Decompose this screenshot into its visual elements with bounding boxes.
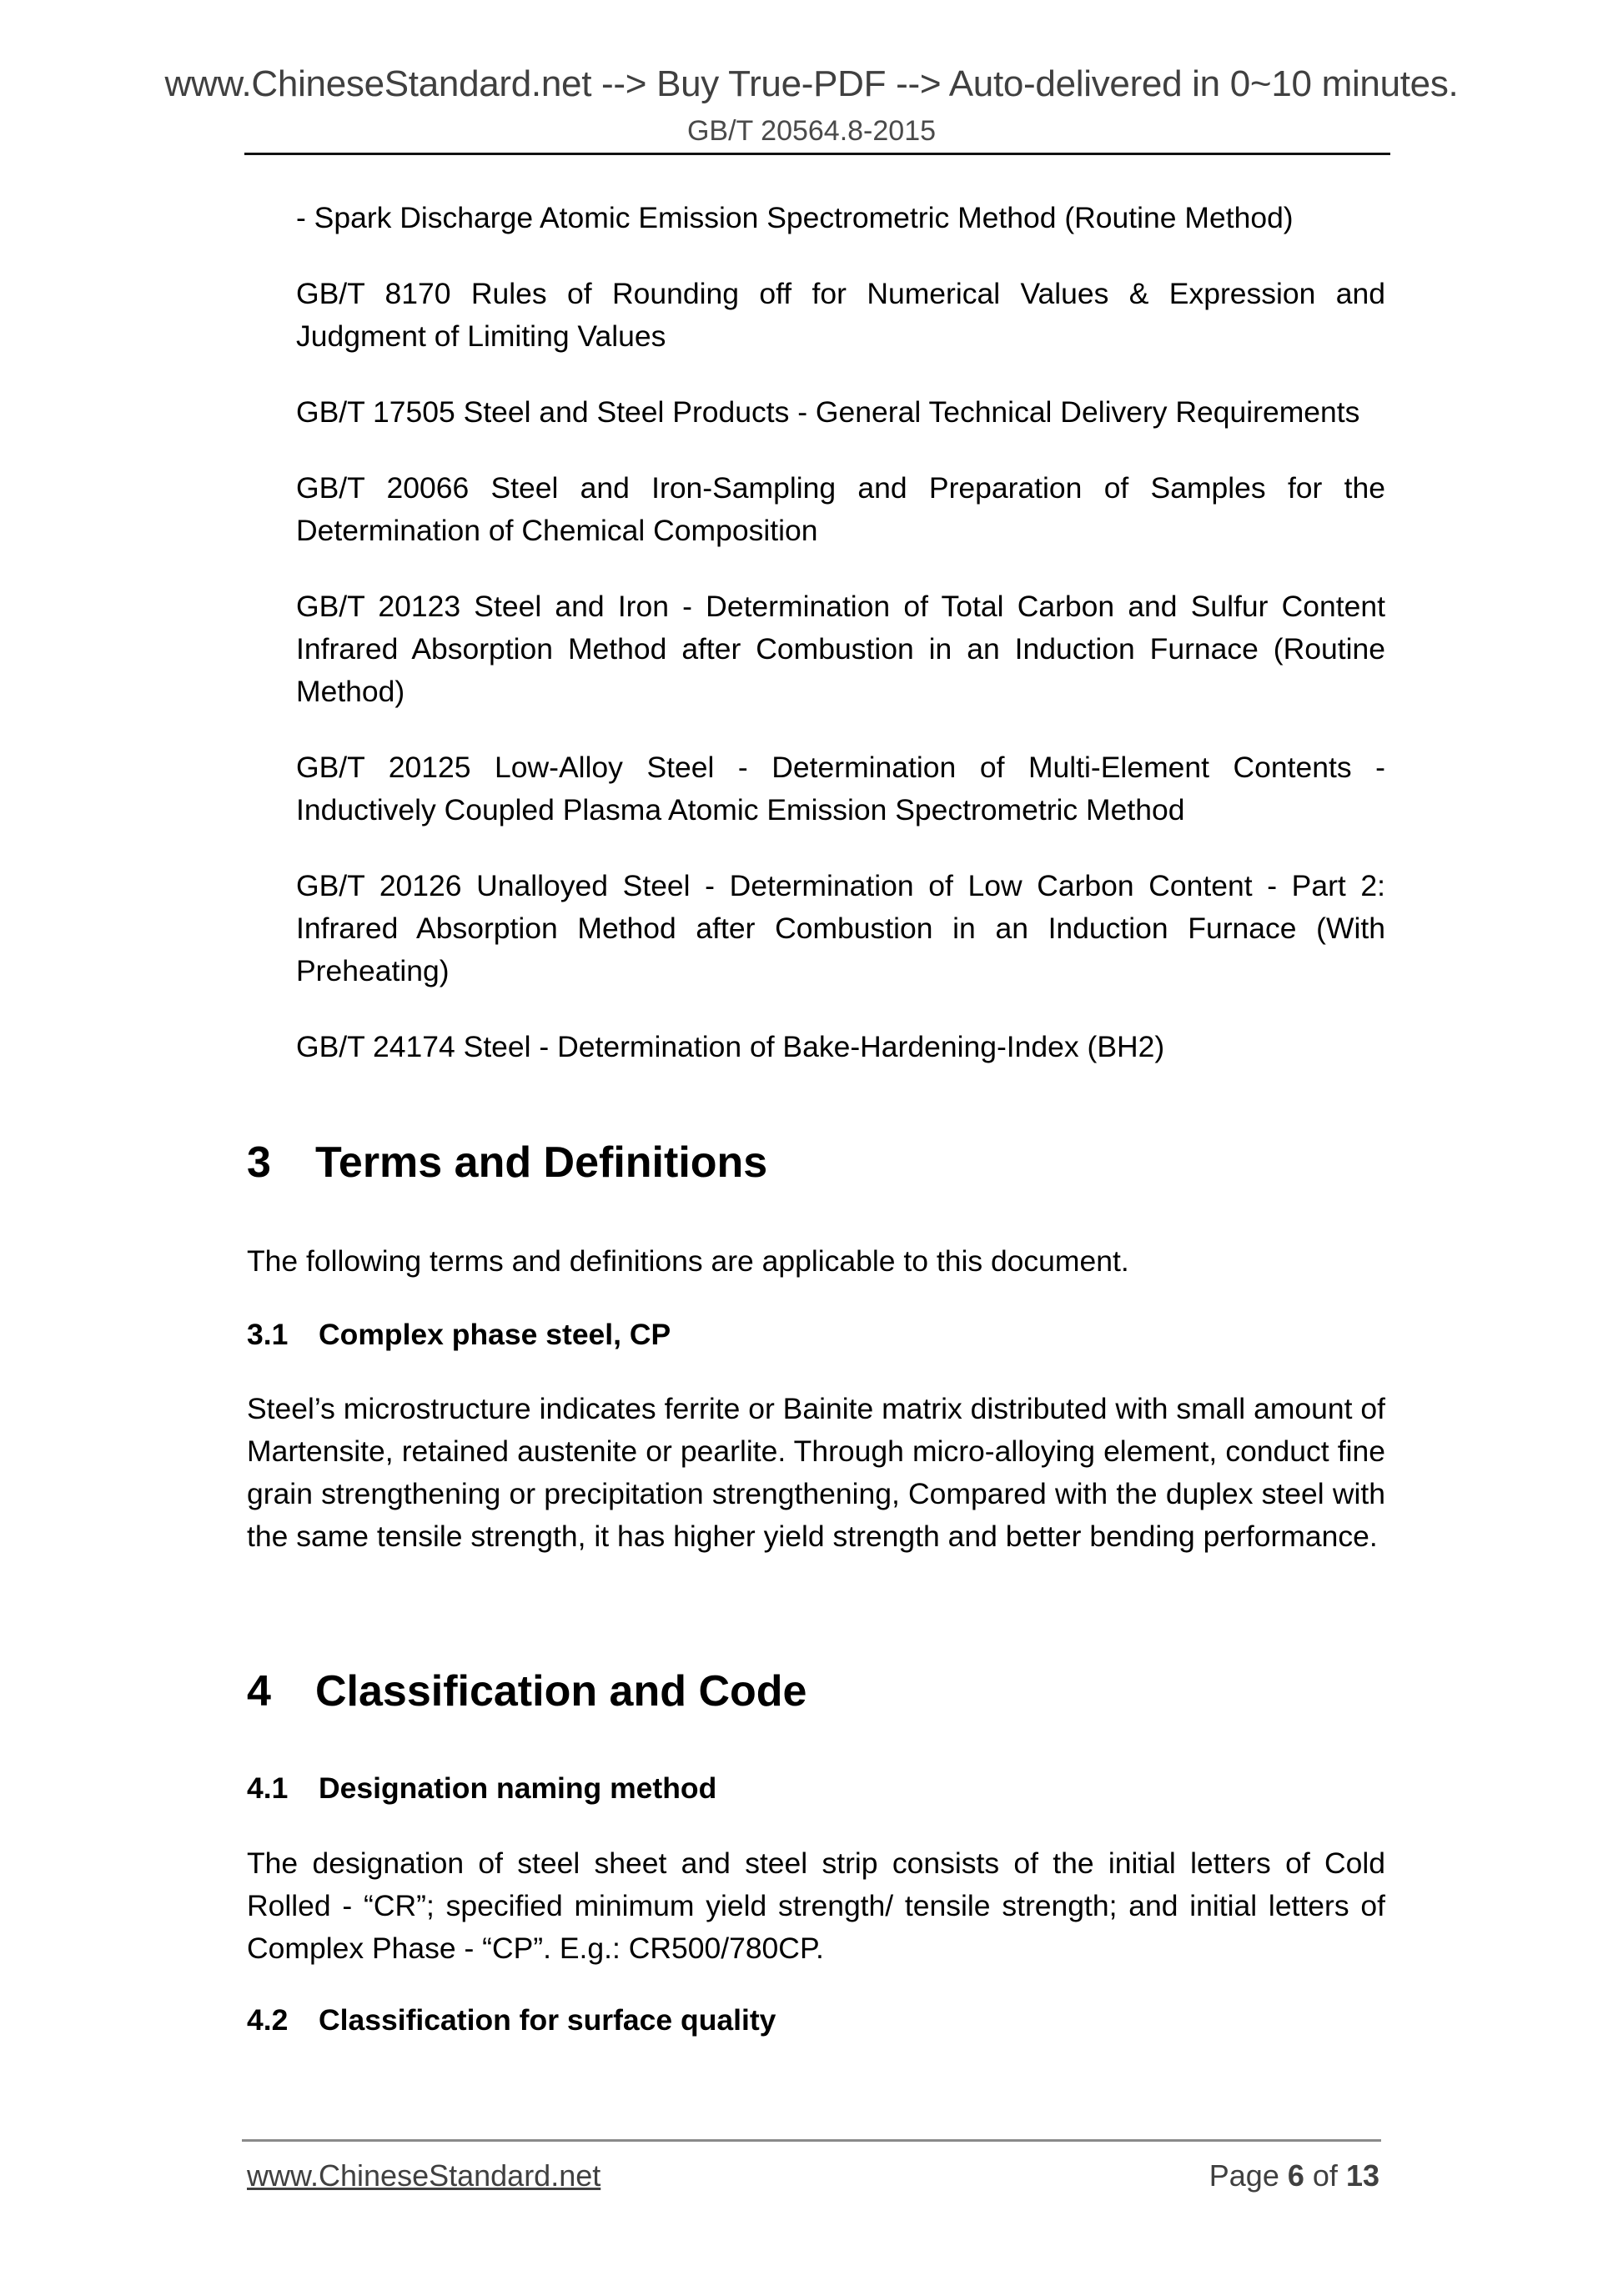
subsection-4-2-heading: [247, 2003, 1385, 2037]
section-title: Terms and Definitions: [315, 1138, 768, 1187]
subsection-number: 4.1: [247, 1771, 289, 1805]
page-indicator: [1209, 2158, 1379, 2193]
page-label: Page: [1208, 2158, 1279, 2193]
reference-item: GB/T 20123 Steel and Iron - Determination of Total Carbon and Sulfur Content Infrared Absorption Method after Combustion in an Induction Furnace (Routine Method): [296, 590, 1385, 708]
footer-divider: [242, 2139, 1381, 2142]
subsection-number: 4.2: [247, 2003, 289, 2037]
section-number: 4: [247, 1667, 271, 1716]
section-3-heading: [247, 1138, 1385, 1188]
reference-item: GB/T 24174 Steel - Determination of Bake-Hardening-Index (BH2): [296, 1030, 1165, 1063]
reference-item: - Spark Discharge Atomic Emission Spectrometric Method (Routine Method): [296, 201, 1294, 234]
page-of-label: of: [1312, 2158, 1338, 2193]
paragraph: The designation of steel sheet and steel strip consists of the initial letters of Cold Rolled - “CR”; specified minimum yield strength/ tensile strength; and initial letters of Complex Phase - “CP”. E.g.: CR500/780CP.: [247, 1846, 1385, 1965]
subsection-number: 3.1: [247, 1318, 289, 1351]
subsection-4-1-heading: [247, 1771, 1385, 1806]
normative-references-list: [296, 197, 1385, 1102]
subsection-3-1-heading: [247, 1318, 1385, 1352]
section-number: 3: [247, 1138, 271, 1187]
total-pages-number: 13: [1345, 2158, 1379, 2193]
reference-item: GB/T 20126 Unalloyed Steel - Determination of Low Carbon Content - Part 2: Infrared Absorption Method after Combustion in an Induction Furnace (With Preheating): [296, 869, 1385, 987]
reference-item: GB/T 20066 Steel and Iron-Sampling and Preparation of Samples for the Determination of Chemical Composition: [296, 471, 1385, 547]
reference-item: GB/T 20125 Low-Alloy Steel - Determination of Multi-Element Contents - Inductively Coupled Plasma Atomic Emission Spectrometric Method: [296, 751, 1385, 826]
header-divider: [244, 153, 1390, 155]
subsection-title: Designation naming method: [319, 1771, 717, 1805]
current-page-number: 6: [1287, 2158, 1304, 2193]
section-title: Classification and Code: [315, 1667, 807, 1716]
reference-item: GB/T 17505 Steel and Steel Products - General Technical Delivery Requirements: [296, 395, 1360, 429]
paragraph: Steel’s microstructure indicates ferrite or Bainite matrix distributed with small amount of Martensite, retained austenite or pearlite. Through micro-alloying element, conduct fine grain strengthening or precipitation strengthening, Compared with the duplex steel with the same tensile strength, it has higher yield strength and better bending performance.: [247, 1392, 1385, 1553]
subsection-4-1-body: [247, 1842, 1385, 1970]
document-id: GB/T 20564.8-2015: [686, 115, 937, 147]
footer-website-link[interactable]: www.ChineseStandard.net: [247, 2158, 601, 2193]
subsection-title: Complex phase steel, CP: [319, 1318, 671, 1351]
header-banner: www.ChineseStandard.net --> Buy True-PDF --> Auto-delivered in 0~10 minutes.: [164, 63, 1459, 104]
subsection-title: Classification for surface quality: [319, 2003, 776, 2037]
reference-item: GB/T 8170 Rules of Rounding off for Numerical Values & Expression and Judgment of Limiting Values: [296, 277, 1385, 353]
subsection-3-1-body: [247, 1388, 1385, 1558]
paragraph: The following terms and definitions are applicable to this document.: [247, 1244, 1129, 1278]
section-4-heading: [247, 1666, 1385, 1716]
section-3-intro: [247, 1240, 1385, 1283]
